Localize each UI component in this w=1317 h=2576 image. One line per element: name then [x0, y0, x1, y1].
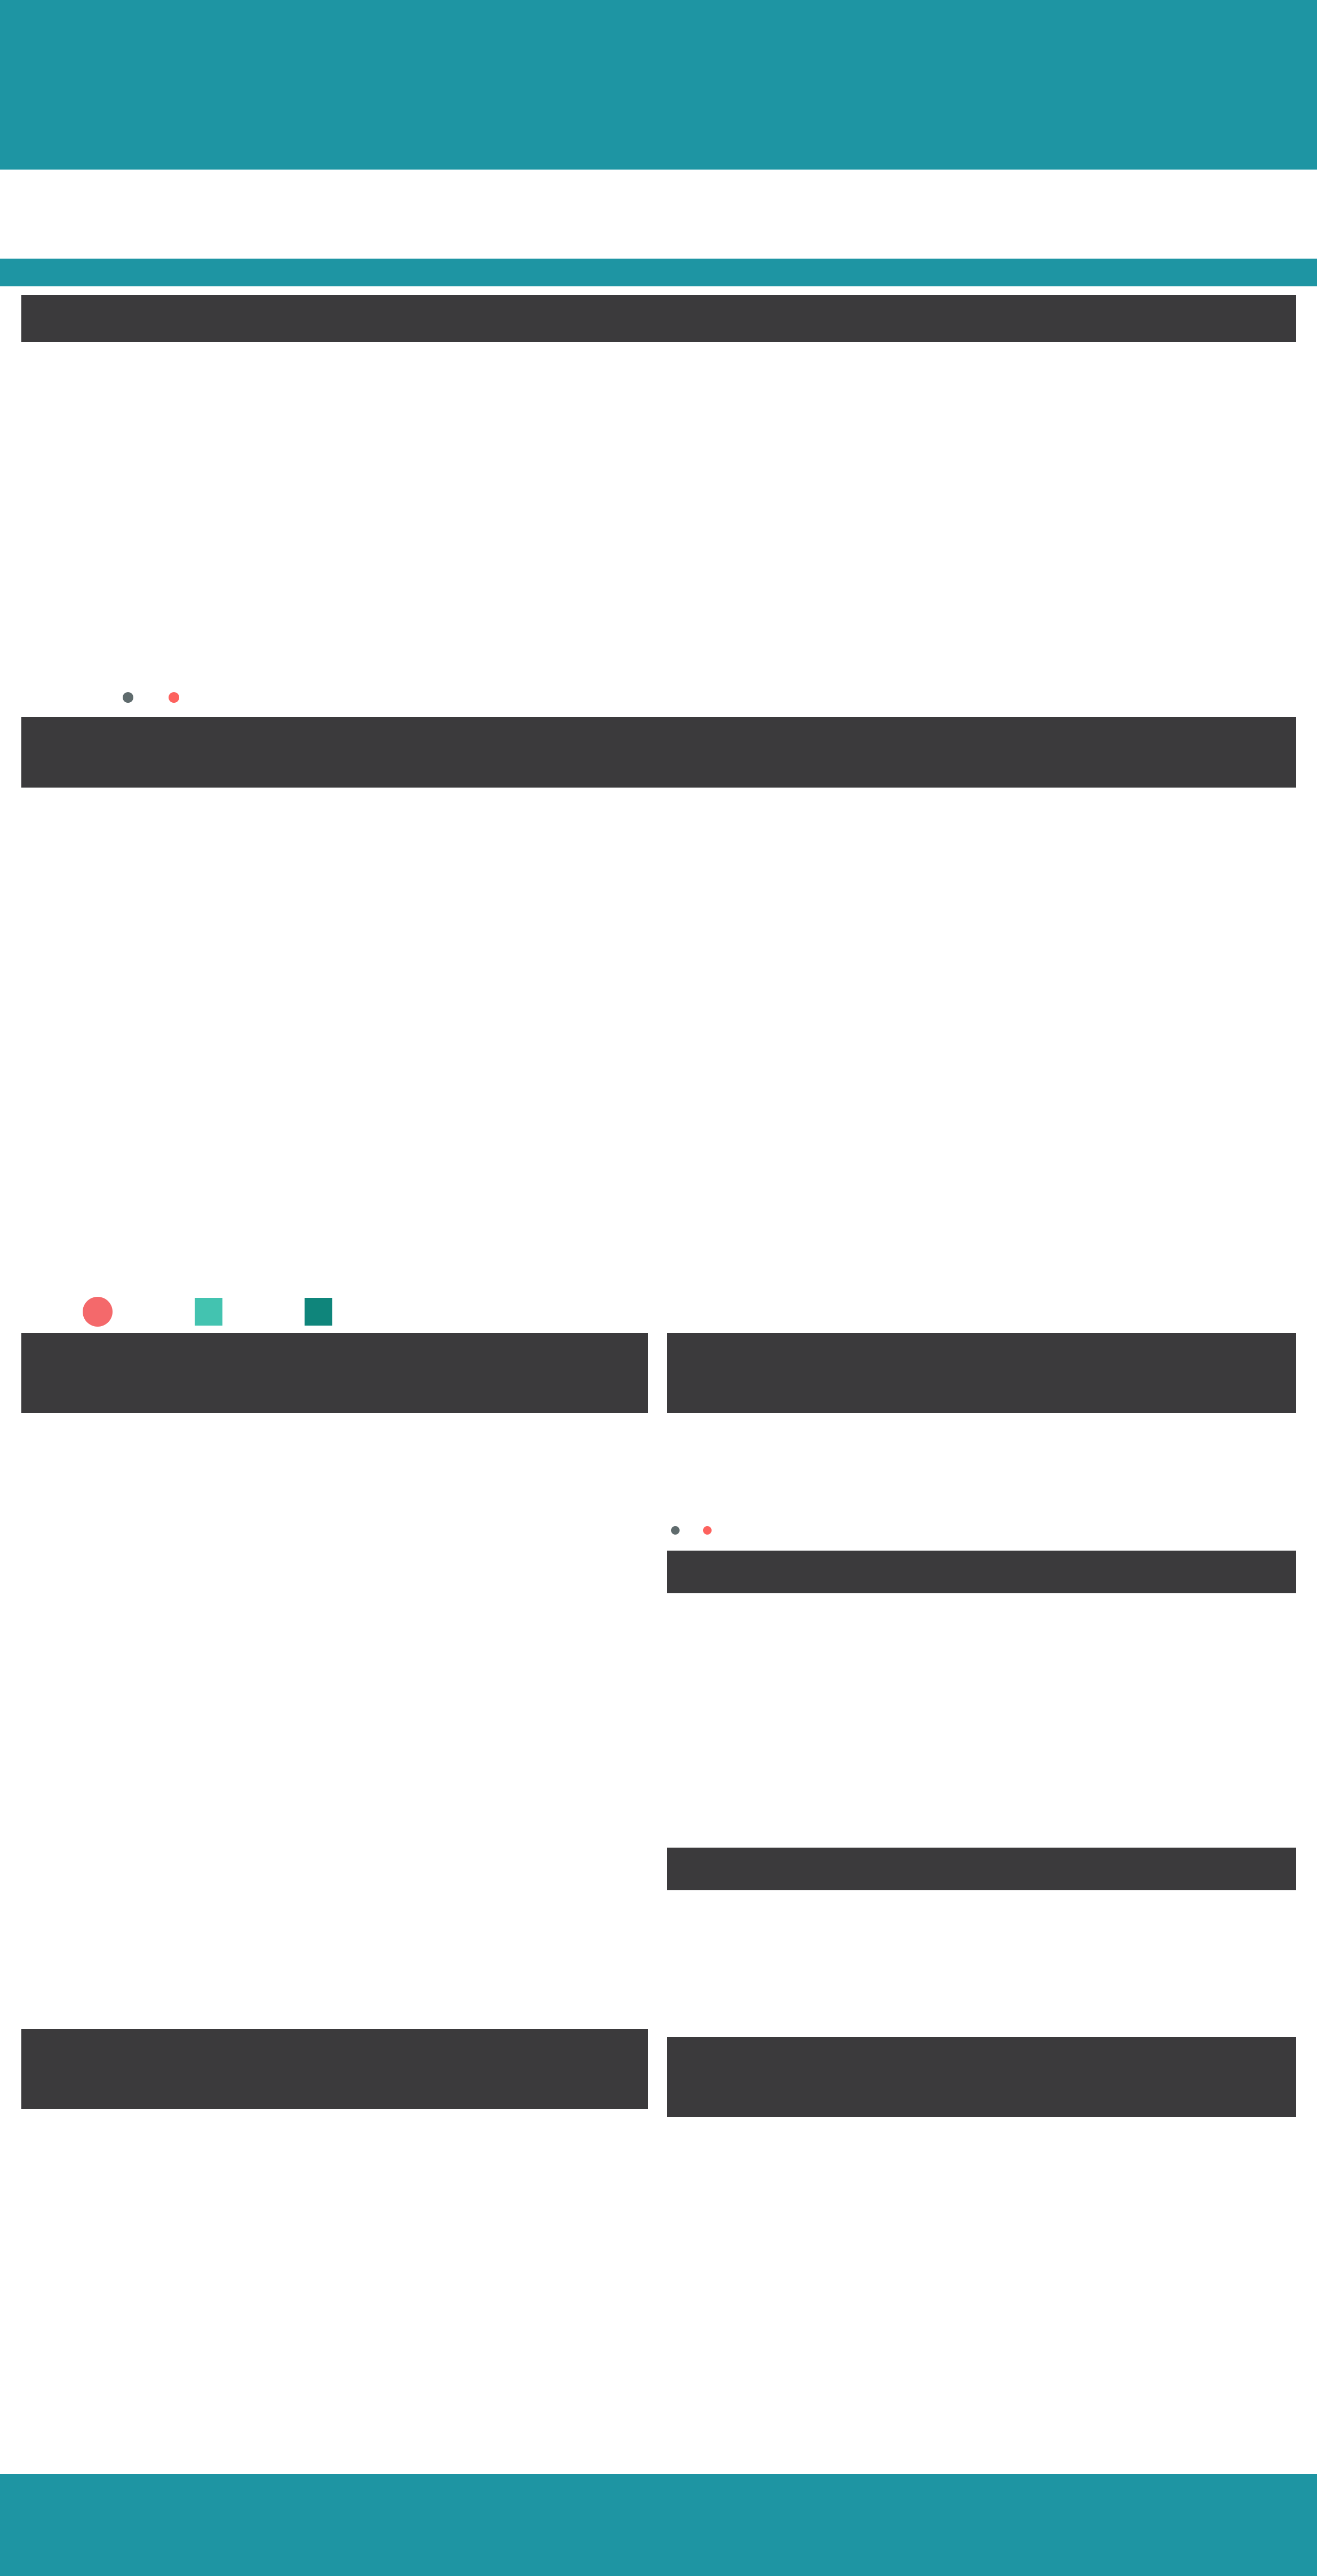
- legend-dec2018: [305, 1298, 345, 1326]
- teal-divider: [0, 259, 1317, 286]
- legend-item-women: [169, 692, 186, 703]
- legend-item-other: [123, 692, 140, 703]
- gray-dot-icon: [671, 1526, 680, 1535]
- section-header-species: [21, 2029, 648, 2109]
- section-header-reviews: [21, 717, 1296, 788]
- dec2018-swatch-icon: [305, 1298, 332, 1326]
- gray-dot-icon: [123, 692, 133, 703]
- top-banner: [0, 0, 1317, 170]
- countries-legend: [123, 692, 207, 703]
- section-header-countries: [21, 295, 1296, 342]
- red-dot-icon: [169, 692, 179, 703]
- legend-dec2017: [195, 1298, 235, 1326]
- red-dot-icon: [703, 1526, 712, 1535]
- legend-score: [83, 1297, 125, 1327]
- combo-legend: [83, 1297, 414, 1327]
- dec2017-swatch-icon: [195, 1298, 222, 1326]
- section-header-uti: [667, 1333, 1296, 1413]
- title-band: [0, 170, 1317, 259]
- section-header-benefits: [667, 2037, 1296, 2117]
- uti-legend: [671, 1526, 735, 1535]
- score-dot-icon: [83, 1297, 113, 1327]
- footer: [0, 2474, 1317, 2576]
- brands-commentary: [385, 1509, 660, 1532]
- section-header-facebook: [667, 1551, 1296, 1593]
- section-header-claims: [667, 1848, 1296, 1890]
- section-header-brands: [21, 1333, 648, 1413]
